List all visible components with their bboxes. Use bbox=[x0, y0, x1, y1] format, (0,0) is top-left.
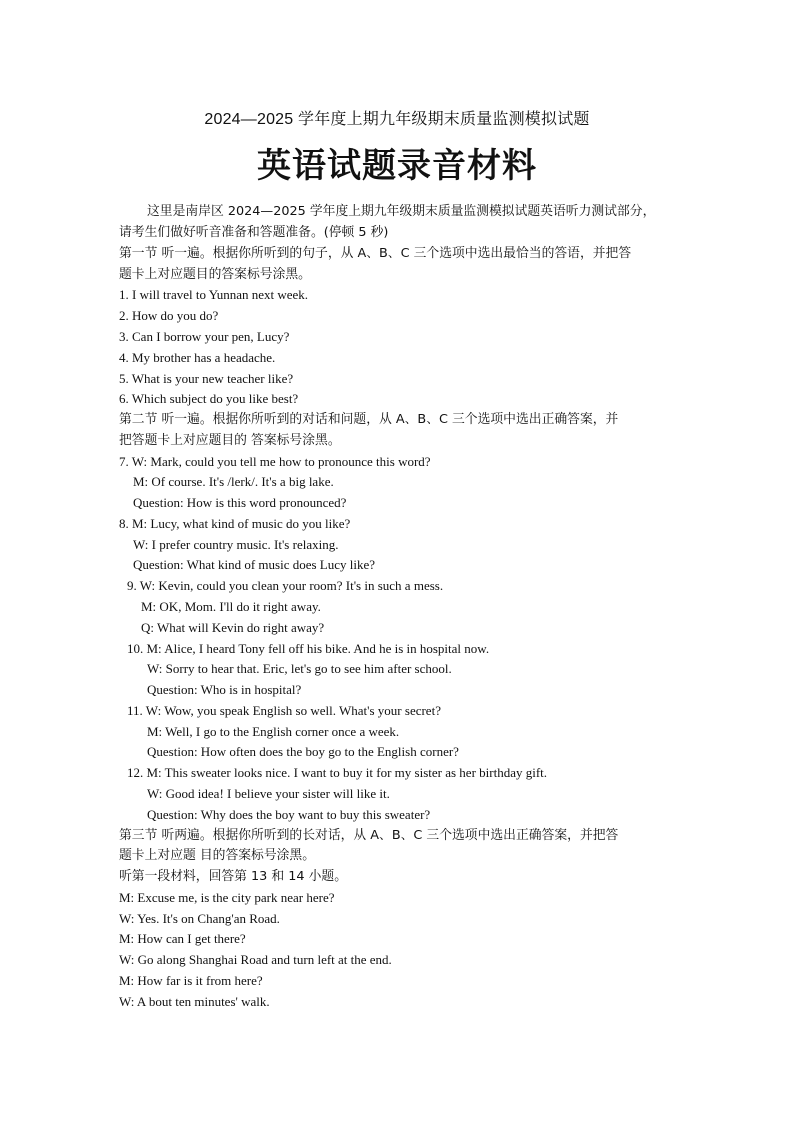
dialogue-line: 9. W: Kevin, could you clean your room? It's in such a mess. bbox=[127, 578, 444, 593]
dialogue-line: 8. M: Lucy, what kind of music do you like? bbox=[119, 516, 351, 531]
dialogue-line: W: I prefer country music. It's relaxing. bbox=[133, 537, 339, 552]
dialogue-line: W: Yes. It's on Chang'an Road. bbox=[119, 911, 280, 926]
document-title: 英语试题录音材料 bbox=[257, 146, 537, 186]
dialogue-question: Question: Why does the boy want to buy this sweater? bbox=[147, 807, 431, 822]
intro-line: 请考生们做好听音准备和答题准备。(停顿 5 秒) bbox=[119, 225, 389, 240]
material-intro: 听第一段材料，回答第 13 和 14 小题。 bbox=[119, 869, 347, 884]
section-heading: 第三节 听两遍。根据你所听到的长对话，从 A、B、C 三个选项中选出正确答案，并把答 bbox=[119, 828, 619, 843]
intro-line: 这里是南岸区 2024—2025 学年度上期九年级期末质量监测模拟试题英语听力测试部分， bbox=[147, 204, 656, 219]
dialogue-line: W: Sorry to hear that. Eric, let's go to see him after school. bbox=[147, 661, 452, 676]
question-item: 2. How do you do? bbox=[119, 308, 219, 323]
section-heading: 把答题卡上对应题目的 答案标号涂黑。 bbox=[119, 433, 341, 448]
section-heading: 第一节 听一遍。根据你所听到的句子，从 A、B、C 三个选项中选出最恰当的答语，并把答 bbox=[119, 246, 632, 261]
question-item: 3. Can I borrow your pen, Lucy? bbox=[119, 329, 290, 344]
dialogue-line: M: How can I get there? bbox=[119, 931, 246, 946]
exam-subtitle: 2024—2025 学年度上期九年级期末质量监测模拟试题 bbox=[204, 111, 590, 128]
dialogue-question: Question: How is this word pronounced? bbox=[133, 495, 347, 510]
dialogue-question: Question: How often does the boy go to the English corner? bbox=[147, 744, 459, 759]
dialogue-line: W: Good idea! I believe your sister will like it. bbox=[147, 786, 390, 801]
section-heading: 第二节 听一遍。根据你所听到的对话和问题，从 A、B、C 三个选项中选出正确答案，并 bbox=[119, 412, 619, 427]
dialogue-line: M: Excuse me, is the city park near here? bbox=[119, 890, 335, 905]
question-item: 1. I will travel to Yunnan next week. bbox=[119, 287, 309, 302]
dialogue-question: Question: What kind of music does Lucy like? bbox=[133, 557, 376, 572]
dialogue-line: 12. M: This sweater looks nice. I want to buy it for my sister as her birthday gift. bbox=[127, 765, 548, 780]
dialogue-line: M: Well, I go to the English corner once a week. bbox=[147, 724, 400, 739]
dialogue-line: 11. W: Wow, you speak English so well. What's your secret? bbox=[127, 703, 441, 718]
dialogue-line: W: A bout ten minutes' walk. bbox=[119, 994, 270, 1009]
dialogue-line: 7. W: Mark, could you tell me how to pronounce this word? bbox=[119, 454, 431, 469]
dialogue-line: M: OK, Mom. I'll do it right away. bbox=[141, 599, 321, 614]
section-heading: 题卡上对应题目的答案标号涂黑。 bbox=[119, 267, 311, 282]
question-item: 4. My brother has a headache. bbox=[119, 350, 276, 365]
section-heading: 题卡上对应题 目的答案标号涂黑。 bbox=[119, 848, 316, 863]
dialogue-question: Q: What will Kevin do right away? bbox=[141, 620, 325, 635]
dialogue-line: M: Of course. It's /lerk/. It's a big lake. bbox=[133, 474, 334, 489]
dialogue-line: 10. M: Alice, I heard Tony fell off his bike. And he is in hospital now. bbox=[127, 641, 490, 656]
dialogue-line: W: Go along Shanghai Road and turn left at the end. bbox=[119, 952, 392, 967]
question-item: 5. What is your new teacher like? bbox=[119, 371, 294, 386]
question-item: 6. Which subject do you like best? bbox=[119, 391, 299, 406]
dialogue-line: M: How far is it from here? bbox=[119, 973, 263, 988]
dialogue-question: Question: Who is in hospital? bbox=[147, 682, 302, 697]
